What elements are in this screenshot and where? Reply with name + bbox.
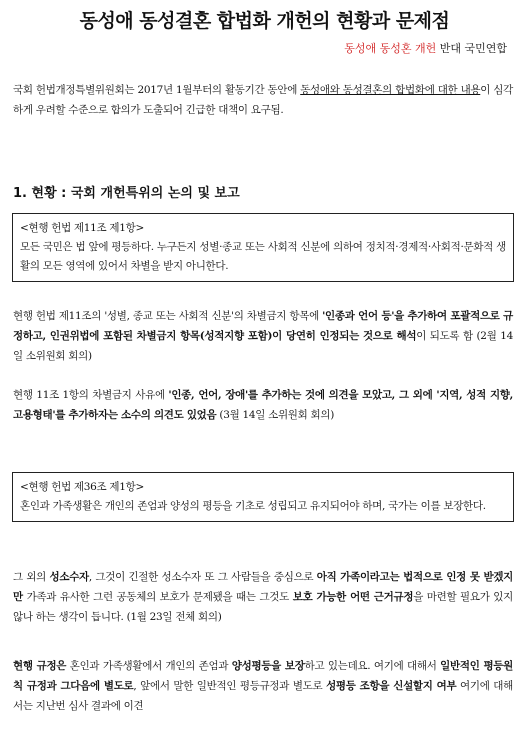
paragraph-gender-equality [13,656,513,716]
para4-bold-3: 보호 가능한 어떤 근거규정 [292,591,414,603]
box-label: <현행 헌법 제11조 제1항> [20,222,144,234]
para4-text-3: 가족과 유사한 그런 공동체의 보호가 문제됐을 때는 그것도 [22,591,293,603]
box-text: 혼인과 가족생활은 개인의 존엄과 양성의 평등을 기초로 성립되고 유지되어야 하며, 국가는 이를 보장한다. [20,500,486,512]
intro-underlined: 동성애와 동성결혼의 합법화에 대한 내용 [300,84,481,96]
para3-text-2: (3월 14일 소위원회 회의) [216,409,334,421]
para4-bold-1: 성소수자 [49,571,89,583]
para4-text-1: 그 외의 [13,571,50,583]
intro-text-2: 이 심각하게 우려할 수준으로 합의가 도출되어 긴급한 대책이 요구됨. [13,84,513,116]
para5-text-2: 하고 있는데요. 여기에 대해서 [304,660,441,672]
org-rest: 반대 국민연합 [436,42,507,55]
para2-text-2: 이 되도록 함 (2월 14일 소위원회 회의) [13,330,513,362]
para2-text-1: 현행 헌법 제11조의 '성별, 종교 또는 사회적 신분'의 차별금지 항목에 [13,310,323,322]
para4-text-4: 을 마련할 필요가 있지 않나 하는 생각이 듭니다. (1월 23일 전체 회의) [13,591,513,623]
para5-bold-1: 현행 규정은 [13,660,67,672]
intro-text-1: 국회 헌법개정특별위원회는 2017년 1월부터의 활동기간 동안에 [13,84,301,96]
box-text: 모든 국민은 법 앞에 평등하다. 누구든지 성별·종교 또는 사회적 신분에 의하여 정치적·경제적·사회적·문화적 생활의 모든 영역에 있어서 차별을 받지 아니한다. [20,241,506,272]
para5-text-4: 여기에 대해서는 지난번 심사 결과에 이견 [13,680,513,712]
para4-text-2: , 그것이 긴절한 성소수자 또 그 사람들을 중심으로 [88,571,317,583]
org-highlight: 동성애 동성혼 개헌 [344,42,437,55]
para5-bold-4: 성평등 조항을 신설할지 여부 [326,680,457,692]
para5-bold-2: 양성평등을 보장 [231,660,305,672]
paragraph-minority [13,567,513,627]
paragraph-art11-discussion [13,306,513,366]
page-title: 동성애 동성결혼 합법화 개헌의 현황과 문제점 [79,10,450,32]
intro-paragraph [13,80,513,120]
para5-bold-3: 일반적인 평등원칙 규정과 그다음에 별도로 [13,660,513,692]
para3-text-1: 현행 11조 1항의 차별금지 사유에 [13,389,169,401]
para2-bold: '인종과 언어 등'을 추가하여 포괄적으로 규정하고, 인권위법에 포함된 차별금지 항목(성적지향 포함)이 당연히 인정되는 것으로 해석 [13,310,514,342]
constitution-box-art11 [12,213,514,282]
constitution-box-art36 [12,472,514,522]
section-heading: 1. 현황 : 국회 개헌특위의 논의 및 보고 [13,186,240,201]
box-label: <현행 헌법 제36조 제1항> [20,481,144,493]
para5-text-3: , 앞에서 말한 일반적인 평등규정과 별도로 [133,680,327,692]
para4-bold-2: 아직 가족이라고는 법적으로 인정 못 받겠지만 [13,571,514,603]
para5-text-1: 혼인과 가족생활에서 개인의 존엄과 [66,660,232,672]
para3-bold: '인종, 언어, 장애'를 추가하는 것에 의견을 모았고, 그 외에 '지역, 성적 지향, 고용형태'를 추가하자는 소수의 의견도 있었음 [13,389,513,421]
paragraph-art11-grounds [13,385,513,425]
organization-label [344,40,507,56]
